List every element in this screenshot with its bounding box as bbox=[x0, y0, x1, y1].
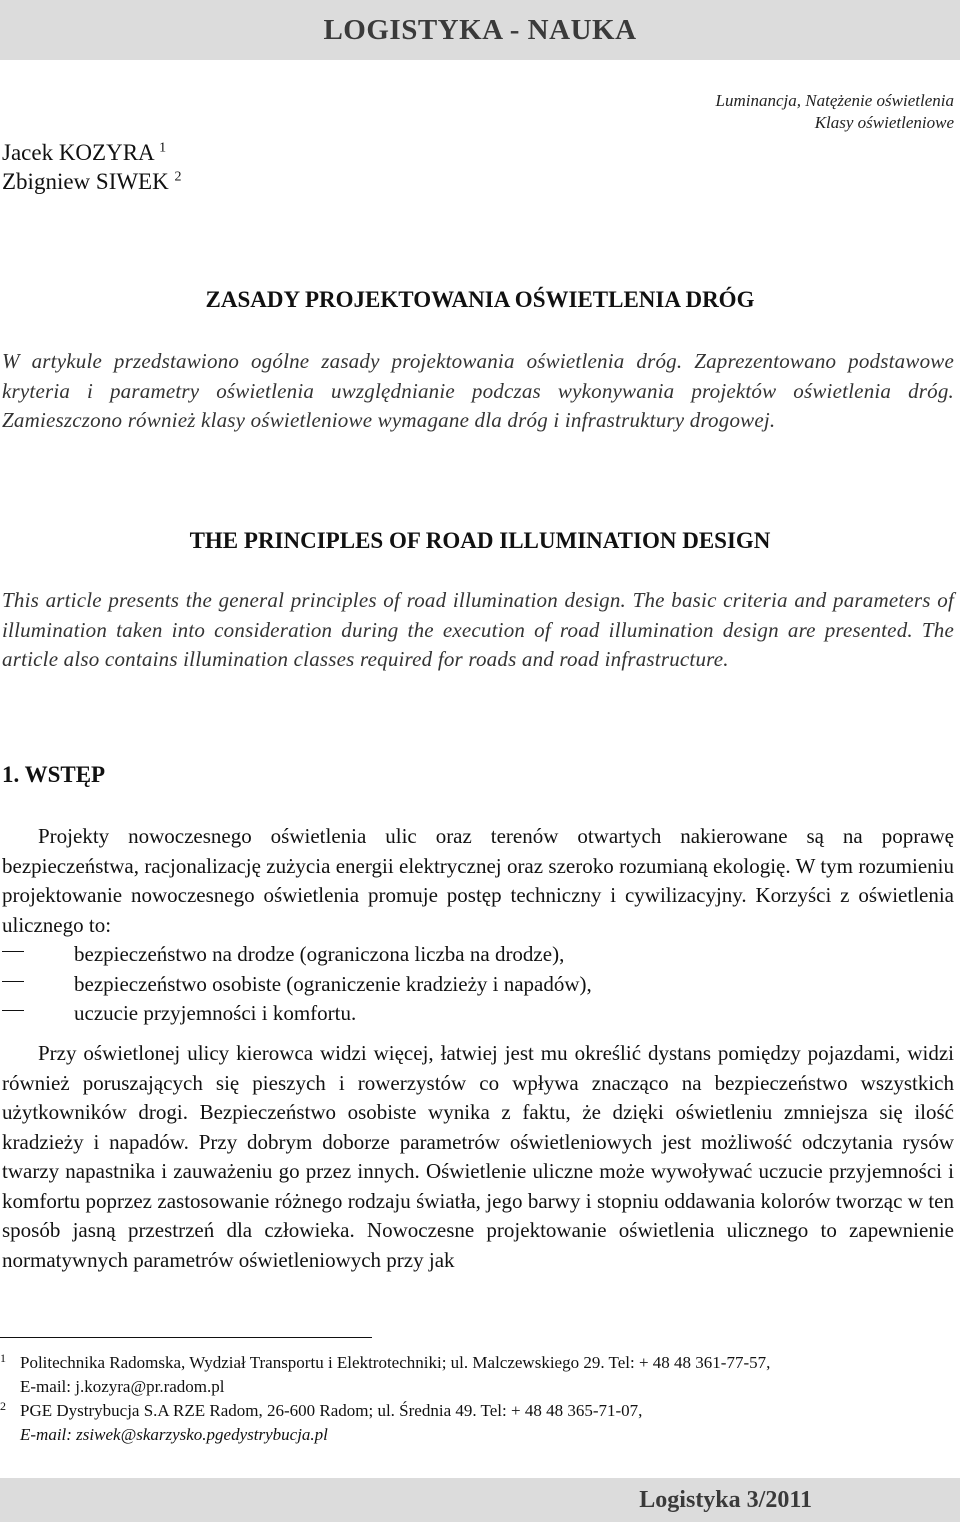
section-heading: 1. WSTĘP bbox=[2, 762, 106, 787]
journal-header-bar bbox=[0, 0, 960, 60]
footnotes bbox=[0, 1351, 950, 1447]
footnote-divider bbox=[0, 1337, 372, 1338]
abstract-polish: W artykule przedstawiono ogólne zasady projektowania oświetlenia dróg. Zaprezentowano podstawowe kryteria i parametry oświetlenia uwzględnianie podczas wykonywania projektów oświetlenia dróg. Zamieszczono również klasy oświetleniowe wymagane dla dróg i infrastruktury drogowej. bbox=[2, 349, 954, 432]
list-item bbox=[2, 940, 954, 970]
article-title-polish: ZASADY PROJEKTOWANIA OŚWIETLENIA DRÓG bbox=[205, 287, 755, 312]
issue-label: Logistyka 3/2011 bbox=[639, 1486, 812, 1513]
list-item-text: bezpieczeństwo osobiste (ograniczenie kradzieży i napadów), bbox=[74, 971, 592, 996]
article-title-english: THE PRINCIPLES OF ROAD ILLUMINATION DESIGN bbox=[189, 528, 771, 553]
keyword-line: Luminancja, Natężenie oświetlenia bbox=[715, 91, 954, 110]
keywords bbox=[716, 90, 954, 134]
list-item bbox=[2, 970, 954, 1000]
benefits-list bbox=[2, 940, 954, 1029]
footnote bbox=[0, 1399, 950, 1447]
author-name: Jacek KOZYRA bbox=[2, 140, 154, 165]
list-item-text: uczucie przyjemności i komfortu. bbox=[74, 1001, 357, 1025]
author bbox=[2, 138, 181, 167]
body-paragraph: Przy oświetlonej ulicy kierowca widzi więcej, łatwiej jest mu określić dystans pomiędzy pojazdami, widzi również poruszających się pieszych i rowerzystów co wpływa znacząco na bezpieczeństwo wszystkich użytkowników drogi. Bezpieczeństwo osobiste wynika z faktu, że dzięki oświetleniu zmniejsza się ilość kradzieży i napadów. Przy dobrym doborze parametrów oświetleniowych jest możliwość odczytania rysów twarzy napastnika i zauważeniu go przez innych. Oświetlenie uliczne może wywoływać uczucie przyjemności i komfortu poprzez zastosowanie różnego rodzaju światła, jego barwy i stopniu oddawania kolorów tworząc w ten sposób jasną przestrzeń dla człowieka. Nowoczesne projektowanie oświetlenia ulicznego to zapewnienie normatywnych parametrów oświetleniowych przy jak bbox=[2, 1041, 954, 1272]
dash-bullet-icon bbox=[2, 951, 24, 952]
footnote-number: 1 bbox=[0, 1351, 6, 1365]
journal-footer-bar bbox=[0, 1478, 960, 1522]
footnote-affiliation: PGE Dystrybucja S.A RZE Radom, 26-600 Radom; ul. Średnia 49. Tel: + 48 48 365-71-07, bbox=[20, 1401, 643, 1420]
footnote bbox=[0, 1351, 950, 1399]
journal-title: LOGISTYKA - NAUKA bbox=[323, 13, 637, 46]
author-name: Zbigniew SIWEK bbox=[2, 169, 169, 194]
footnote-number: 2 bbox=[0, 1399, 6, 1413]
footnote-email: E-mail: j.kozyra@pr.radom.pl bbox=[20, 1377, 225, 1396]
body-paragraph: Projekty nowoczesnego oświetlenia ulic oraz terenów otwartych nakierowane są na poprawę bezpieczeństwa, racjonalizację zużycia energii elektrycznej oraz szeroko rozumianą ekologię. W tym rozumieniu projektowanie nowoczesnego oświetlenia promuje postęp techniczny i cywilizacyjny. Korzyści z oświetlenia ulicznego to: bbox=[2, 824, 954, 937]
keyword-line: Klasy oświetleniowe bbox=[814, 113, 954, 132]
dash-bullet-icon bbox=[2, 1010, 24, 1011]
author-footnote-ref: 2 bbox=[174, 169, 182, 185]
author-list bbox=[2, 138, 181, 196]
author-footnote-ref: 1 bbox=[159, 140, 167, 156]
list-item bbox=[2, 999, 954, 1029]
abstract-english: This article presents the general principles of road illumination design. The basic criteria and parameters of illumination taken into consideration during the execution of road illumination design are presented. The article also contains illumination classes required for roads and road infrastructure. bbox=[2, 588, 954, 671]
list-item-text: bezpieczeństwo na drodze (ograniczona liczba na drodze), bbox=[74, 942, 565, 966]
footnote-email: E-mail: zsiwek@skarzysko.pgedystrybucja.pl bbox=[20, 1425, 328, 1444]
dash-bullet-icon bbox=[2, 981, 24, 982]
footnote-affiliation: Politechnika Radomska, Wydział Transportu i Elektrotechniki; ul. Malczewskiego 29. Tel: + 48 48 361-77-57, bbox=[20, 1353, 771, 1372]
author bbox=[2, 167, 181, 196]
